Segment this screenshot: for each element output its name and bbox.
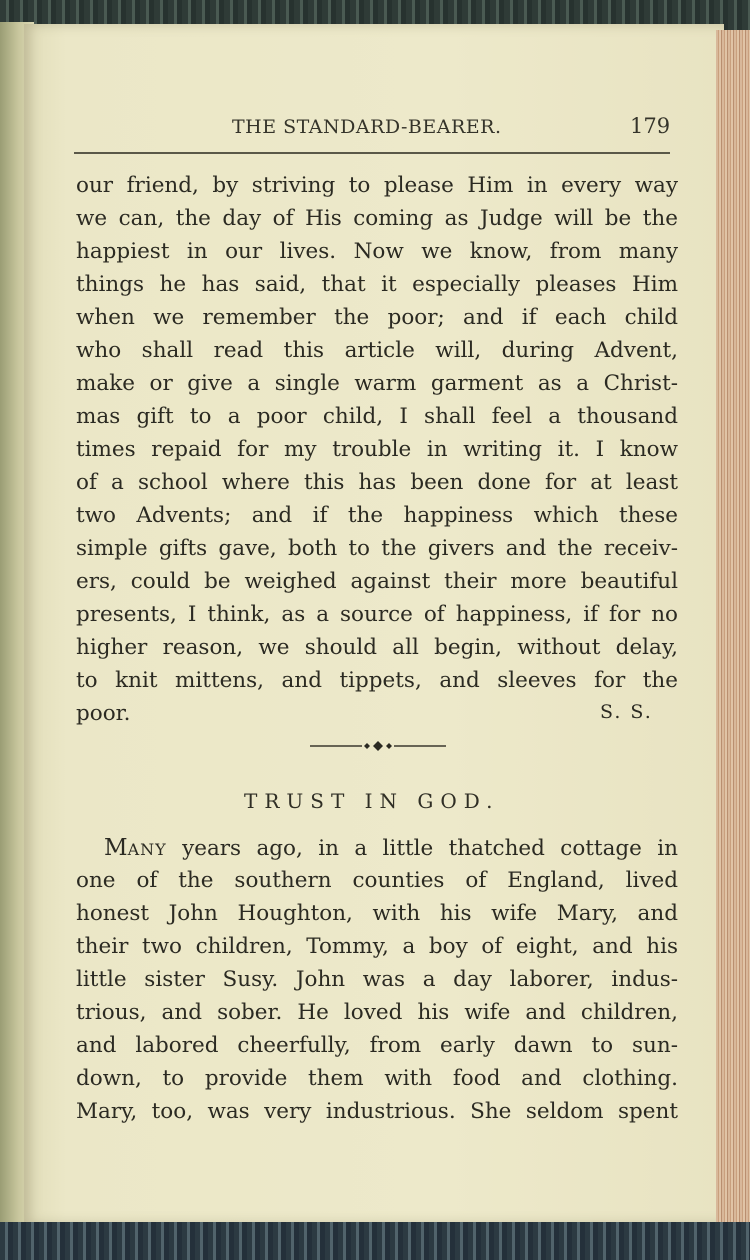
first-line-text: years ago, in a little thatched cottage in xyxy=(166,836,678,861)
text-line: happiest in our lives. Now we know, from many xyxy=(76,239,678,264)
author-signature: S. S. xyxy=(600,701,653,723)
page-number: 179 xyxy=(630,114,671,138)
text-line: who shall read this article will, during Advent, xyxy=(76,338,678,363)
text-line: mas gift to a poor child, I shall feel a thousand xyxy=(76,404,678,429)
initial-capital: M xyxy=(104,835,128,861)
text-line-first xyxy=(104,832,678,864)
text-line: of a school where this has been done for at least xyxy=(76,470,678,495)
text-line: down, to provide them with food and clothing. xyxy=(76,1066,678,1091)
text-line: little sister Susy. John was a day laborer, indus- xyxy=(76,967,678,992)
text-line: two Advents; and if the happiness which these xyxy=(76,503,678,528)
text-line: presents, I think, as a source of happiness, if for no xyxy=(76,602,678,627)
text-line: we can, the day of His coming as Judge will be the xyxy=(76,206,678,231)
text-line: simple gifts gave, both to the givers and the receiv- xyxy=(76,536,678,561)
text-line: poor. xyxy=(76,701,131,726)
running-head-title: THE STANDARD-BEARER. xyxy=(232,116,502,138)
text-line: higher reason, we should all begin, without delay, xyxy=(76,635,678,660)
text-line: make or give a single warm garment as a Christ- xyxy=(76,371,678,396)
text-line: their two children, Tommy, a boy of eight, and his xyxy=(76,934,678,959)
header-rule xyxy=(74,152,670,154)
text-line: honest John Houghton, with his wife Mary, and xyxy=(76,901,678,926)
text-line: one of the southern counties of England, lived xyxy=(76,868,678,893)
section-title: TRUST IN GOD. xyxy=(244,789,500,813)
first-word-smallcaps: ANY xyxy=(127,840,167,859)
text-line: trious, and sober. He loved his wife and children, xyxy=(76,1000,678,1025)
text-line: ers, could be weighed against their more beautiful xyxy=(76,569,678,594)
text-line: our friend, by striving to please Him in every way xyxy=(76,173,678,198)
section-divider-ornament xyxy=(310,740,446,752)
text-line: things he has said, that it especially pleases Him xyxy=(76,272,678,297)
text-line: Mary, too, was very industrious. She seldom spent xyxy=(76,1099,678,1124)
text-line: when we remember the poor; and if each child xyxy=(76,305,678,330)
text-line: times repaid for my trouble in writing it. I know xyxy=(76,437,678,462)
text-line: and labored cheerfully, from early dawn to sun- xyxy=(76,1033,678,1058)
text-line: to knit mittens, and tippets, and sleeves for the xyxy=(76,668,678,693)
